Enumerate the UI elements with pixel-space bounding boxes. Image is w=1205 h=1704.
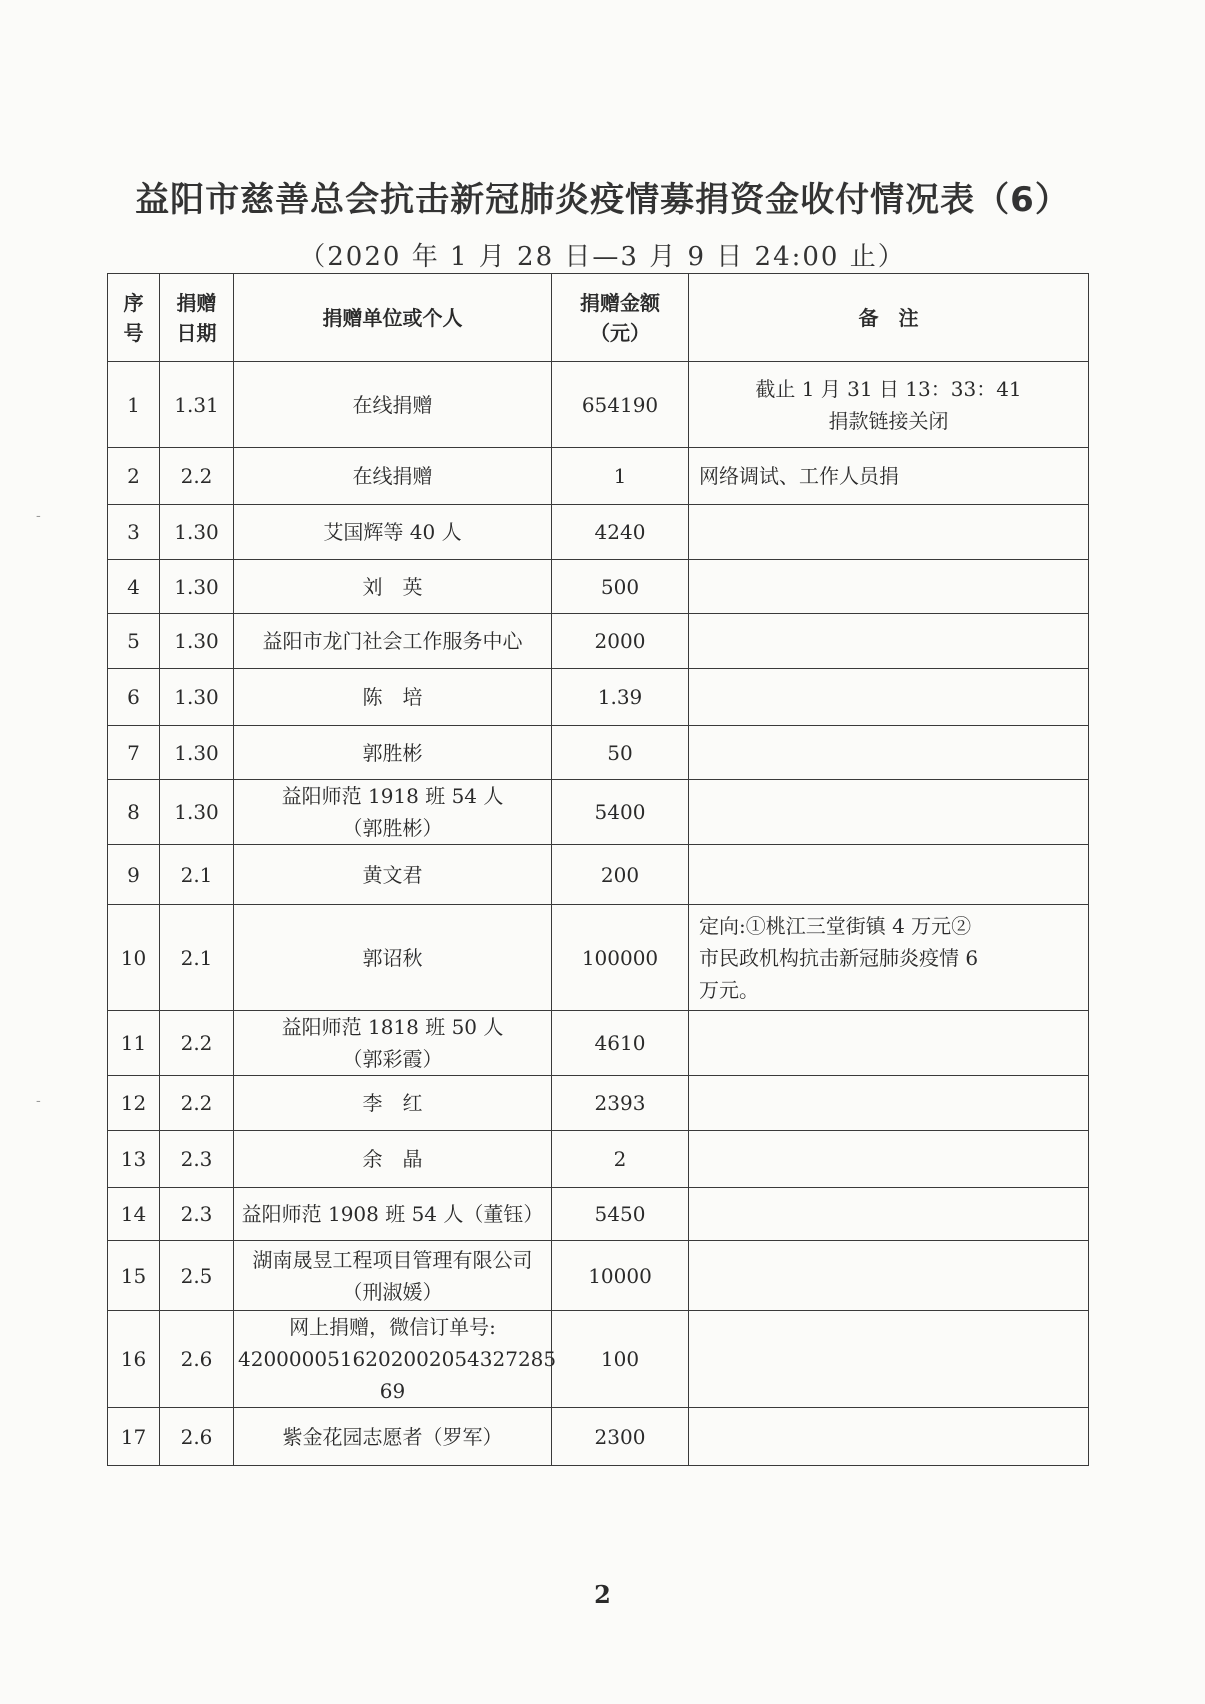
row-index: 14 bbox=[108, 1188, 160, 1241]
row-note bbox=[689, 780, 1089, 845]
row-amount: 5450 bbox=[552, 1188, 689, 1241]
row-date: 2.2 bbox=[160, 1076, 234, 1131]
donation-table bbox=[107, 273, 1089, 1466]
row-date: 2.2 bbox=[160, 1011, 234, 1076]
row-amount: 2 bbox=[552, 1131, 689, 1188]
table-row bbox=[108, 905, 1089, 1011]
row-note bbox=[689, 1311, 1089, 1408]
row-date: 2.2 bbox=[160, 448, 234, 505]
row-amount: 2000 bbox=[552, 614, 689, 669]
row-index: 5 bbox=[108, 614, 160, 669]
row-note bbox=[689, 1188, 1089, 1241]
table-row bbox=[108, 780, 1089, 845]
row-amount: 1.39 bbox=[552, 669, 689, 726]
row-date: 1.30 bbox=[160, 669, 234, 726]
row-note: 截止 1 月 31 日 13：33：41 捐款链接关闭 bbox=[689, 362, 1089, 448]
row-note bbox=[689, 845, 1089, 905]
table-row bbox=[108, 362, 1089, 448]
table-header-row bbox=[108, 274, 1089, 362]
row-index: 1 bbox=[108, 362, 160, 448]
row-date: 2.5 bbox=[160, 1241, 234, 1311]
row-note bbox=[689, 560, 1089, 614]
row-amount: 10000 bbox=[552, 1241, 689, 1311]
row-donor: 艾国辉等 40 人 bbox=[234, 505, 552, 560]
row-amount: 100000 bbox=[552, 905, 689, 1011]
row-note bbox=[689, 1408, 1089, 1466]
row-amount: 500 bbox=[552, 560, 689, 614]
table-row bbox=[108, 614, 1089, 669]
row-amount: 2300 bbox=[552, 1408, 689, 1466]
row-amount: 100 bbox=[552, 1311, 689, 1408]
row-index: 2 bbox=[108, 448, 160, 505]
row-date: 1.30 bbox=[160, 505, 234, 560]
row-note bbox=[689, 1241, 1089, 1311]
row-date: 1.30 bbox=[160, 560, 234, 614]
row-index: 10 bbox=[108, 905, 160, 1011]
table-row bbox=[108, 560, 1089, 614]
table-row bbox=[108, 1131, 1089, 1188]
row-date: 2.3 bbox=[160, 1131, 234, 1188]
row-donor: 刘 英 bbox=[234, 560, 552, 614]
table-row bbox=[108, 505, 1089, 560]
header-donor: 捐赠单位或个人 bbox=[234, 274, 552, 362]
row-note bbox=[689, 505, 1089, 560]
row-date: 2.1 bbox=[160, 905, 234, 1011]
row-note bbox=[689, 1131, 1089, 1188]
header-date: 捐赠 日期 bbox=[160, 274, 234, 362]
row-donor: 郭诏秋 bbox=[234, 905, 552, 1011]
row-donor: 湖南晟昱工程项目管理有限公司 （刑淑媛） bbox=[234, 1241, 552, 1311]
table-row bbox=[108, 1011, 1089, 1076]
row-amount: 654190 bbox=[552, 362, 689, 448]
row-date: 2.3 bbox=[160, 1188, 234, 1241]
row-date: 1.30 bbox=[160, 780, 234, 845]
table-body bbox=[108, 362, 1089, 1466]
table-row bbox=[108, 1188, 1089, 1241]
row-index: 6 bbox=[108, 669, 160, 726]
row-donor: 在线捐赠 bbox=[234, 448, 552, 505]
row-donor: 益阳市龙门社会工作服务中心 bbox=[234, 614, 552, 669]
row-donor: 益阳师范 1908 班 54 人（董钰） bbox=[234, 1188, 552, 1241]
row-donor: 在线捐赠 bbox=[234, 362, 552, 448]
row-note bbox=[689, 614, 1089, 669]
table-row bbox=[108, 669, 1089, 726]
row-amount: 5400 bbox=[552, 780, 689, 845]
header-amount: 捐赠金额 （元） bbox=[552, 274, 689, 362]
table-row bbox=[108, 1076, 1089, 1131]
row-index: 16 bbox=[108, 1311, 160, 1408]
row-donor: 网上捐赠，微信订单号: 4200000516202002054327285 69 bbox=[234, 1311, 552, 1408]
row-amount: 1 bbox=[552, 448, 689, 505]
row-donor: 益阳师范 1818 班 50 人 （郭彩霞） bbox=[234, 1011, 552, 1076]
table-row bbox=[108, 726, 1089, 780]
row-index: 4 bbox=[108, 560, 160, 614]
row-donor: 郭胜彬 bbox=[234, 726, 552, 780]
table-row bbox=[108, 1311, 1089, 1408]
row-note: 定向:①桃江三堂街镇 4 万元② 市民政机构抗击新冠肺炎疫情 6 万元。 bbox=[689, 905, 1089, 1011]
row-date: 1.31 bbox=[160, 362, 234, 448]
page-number: 2 bbox=[594, 1580, 611, 1609]
row-note bbox=[689, 669, 1089, 726]
row-note: 网络调试、工作人员捐 bbox=[689, 448, 1089, 505]
row-index: 9 bbox=[108, 845, 160, 905]
row-note bbox=[689, 726, 1089, 780]
row-date: 1.30 bbox=[160, 614, 234, 669]
row-note bbox=[689, 1011, 1089, 1076]
row-donor: 益阳师范 1918 班 54 人 （郭胜彬） bbox=[234, 780, 552, 845]
row-note bbox=[689, 1076, 1089, 1131]
row-amount: 4240 bbox=[552, 505, 689, 560]
row-index: 17 bbox=[108, 1408, 160, 1466]
row-date: 2.6 bbox=[160, 1311, 234, 1408]
row-index: 13 bbox=[108, 1131, 160, 1188]
row-amount: 2393 bbox=[552, 1076, 689, 1131]
row-date: 2.6 bbox=[160, 1408, 234, 1466]
document-title: 益阳市慈善总会抗击新冠肺炎疫情募捐资金收付情况表（6） bbox=[135, 180, 1070, 220]
scan-mark: - bbox=[36, 508, 41, 524]
table-row bbox=[108, 448, 1089, 505]
header-index: 序 号 bbox=[108, 274, 160, 362]
row-donor: 紫金花园志愿者（罗军） bbox=[234, 1408, 552, 1466]
header-note: 备 注 bbox=[689, 274, 1089, 362]
scan-mark: - bbox=[36, 1093, 41, 1109]
table-row bbox=[108, 1241, 1089, 1311]
table-row bbox=[108, 845, 1089, 905]
row-donor: 李 红 bbox=[234, 1076, 552, 1131]
document-subtitle: （2020 年 1 月 28 日—3 月 9 日 24:00 止） bbox=[299, 242, 906, 272]
row-index: 8 bbox=[108, 780, 160, 845]
row-amount: 200 bbox=[552, 845, 689, 905]
row-index: 12 bbox=[108, 1076, 160, 1131]
row-donor: 陈 培 bbox=[234, 669, 552, 726]
table-row bbox=[108, 1408, 1089, 1466]
row-date: 2.1 bbox=[160, 845, 234, 905]
row-donor: 黄文君 bbox=[234, 845, 552, 905]
row-donor: 余 晶 bbox=[234, 1131, 552, 1188]
row-date: 1.30 bbox=[160, 726, 234, 780]
row-index: 3 bbox=[108, 505, 160, 560]
row-amount: 50 bbox=[552, 726, 689, 780]
row-index: 7 bbox=[108, 726, 160, 780]
row-index: 15 bbox=[108, 1241, 160, 1311]
row-amount: 4610 bbox=[552, 1011, 689, 1076]
row-index: 11 bbox=[108, 1011, 160, 1076]
